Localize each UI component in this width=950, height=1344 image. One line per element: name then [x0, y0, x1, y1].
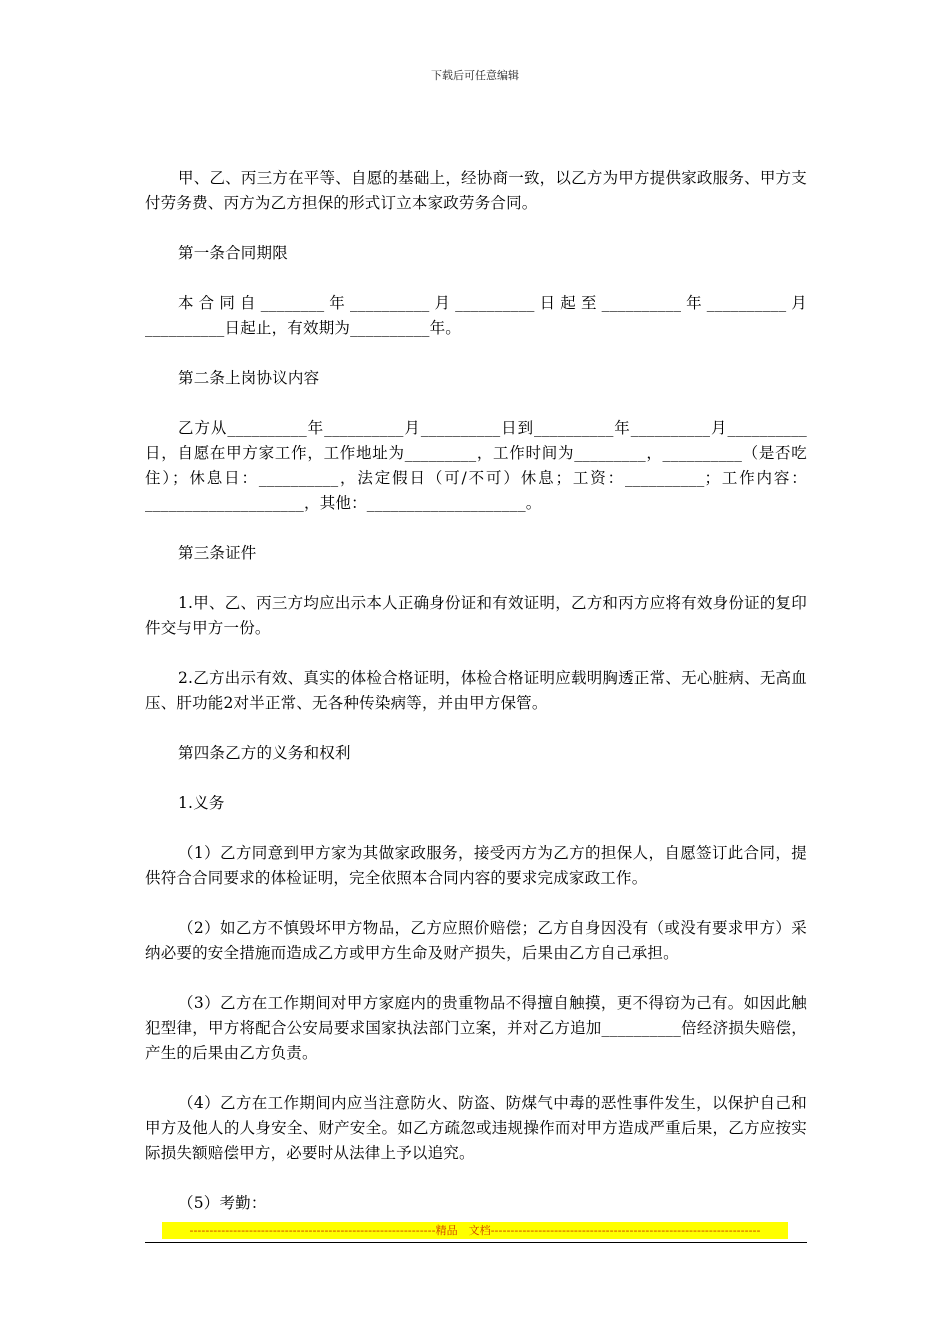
- article-1-heading: 第一条合同期限: [178, 244, 288, 262]
- article-2-heading: 第二条上岗协议内容: [178, 369, 320, 387]
- article-3-item-1: 1.甲、乙、丙三方均应出示本人正确身份证和有效证明，乙方和丙方应将有效身份证的复印件交与甲方一份。: [145, 594, 807, 637]
- article-3-heading: 第三条证件: [178, 544, 257, 562]
- obligation-5: （5）考勤：: [178, 1194, 267, 1212]
- article-2-content: 乙方从__________年__________月__________日到__________年__________月__________日，自愿在甲方家工作，工作地址为_________，工作时间为_________，__________（是否吃住）；休息日：__________，法定假日（可/不可）休息；工资：__________；工作内容：____________________，其他：____________________。: [145, 419, 807, 512]
- article-4-heading: 第四条乙方的义务和权利: [178, 744, 351, 762]
- intro-paragraph: 甲、乙、丙三方在平等、自愿的基础上，经协商一致，以乙方为甲方提供家政服务、甲方支付劳务费、丙方为乙方担保的形式订立本家政劳务合同。: [145, 169, 807, 212]
- obligations-heading: 1.义务: [178, 794, 225, 812]
- article-3-item-2: 2.乙方出示有效、真实的体检合格证明，体检合格证明应载明胸透正常、无心脏病、无高血压、肝功能2对半正常、无各种传染病等，并由甲方保管。: [145, 669, 807, 712]
- contract-body: [145, 166, 807, 1216]
- article-1-term: 本合同自________年__________月__________日起至__________年__________月__________日起止，有效期为__________年。: [145, 294, 807, 337]
- obligation-4: （4）乙方在工作期间内应当注意防火、防盗、防煤气中毒的恶性事件发生，以保护自己和甲方及他人的人身安全、财产安全。如乙方疏忽或违规操作而对甲方造成严重后果，乙方应按实际损失额赔偿甲方，必要时从法律上予以追究。: [145, 1094, 807, 1162]
- obligation-3: （3）乙方在工作期间对甲方家庭内的贵重物品不得擅自触摸，更不得窃为己有。如因此触犯型律，甲方将配合公安局要求国家执法部门立案，并对乙方追加__________倍经济损失赔偿，产生的后果由乙方负责。: [145, 994, 807, 1062]
- footer-rule: [145, 1242, 807, 1243]
- footer-watermark-bar: --------------------------------------------------------------精品 文档--------------------------------------------------------------------: [162, 1222, 788, 1239]
- obligation-2: （2）如乙方不慎毁坏甲方物品，乙方应照价赔偿；乙方自身因没有（或没有要求甲方）采纳必要的安全措施而造成乙方或甲方生命及财产损失，后果由乙方自己承担。: [145, 919, 807, 962]
- obligation-1: （1）乙方同意到甲方家为其做家政服务，接受丙方为乙方的担保人，自愿签订此合同，提供符合合同要求的体检证明，完全依照本合同内容的要求完成家政工作。: [145, 844, 807, 887]
- page-header-note: 下载后可任意编辑: [431, 69, 519, 82]
